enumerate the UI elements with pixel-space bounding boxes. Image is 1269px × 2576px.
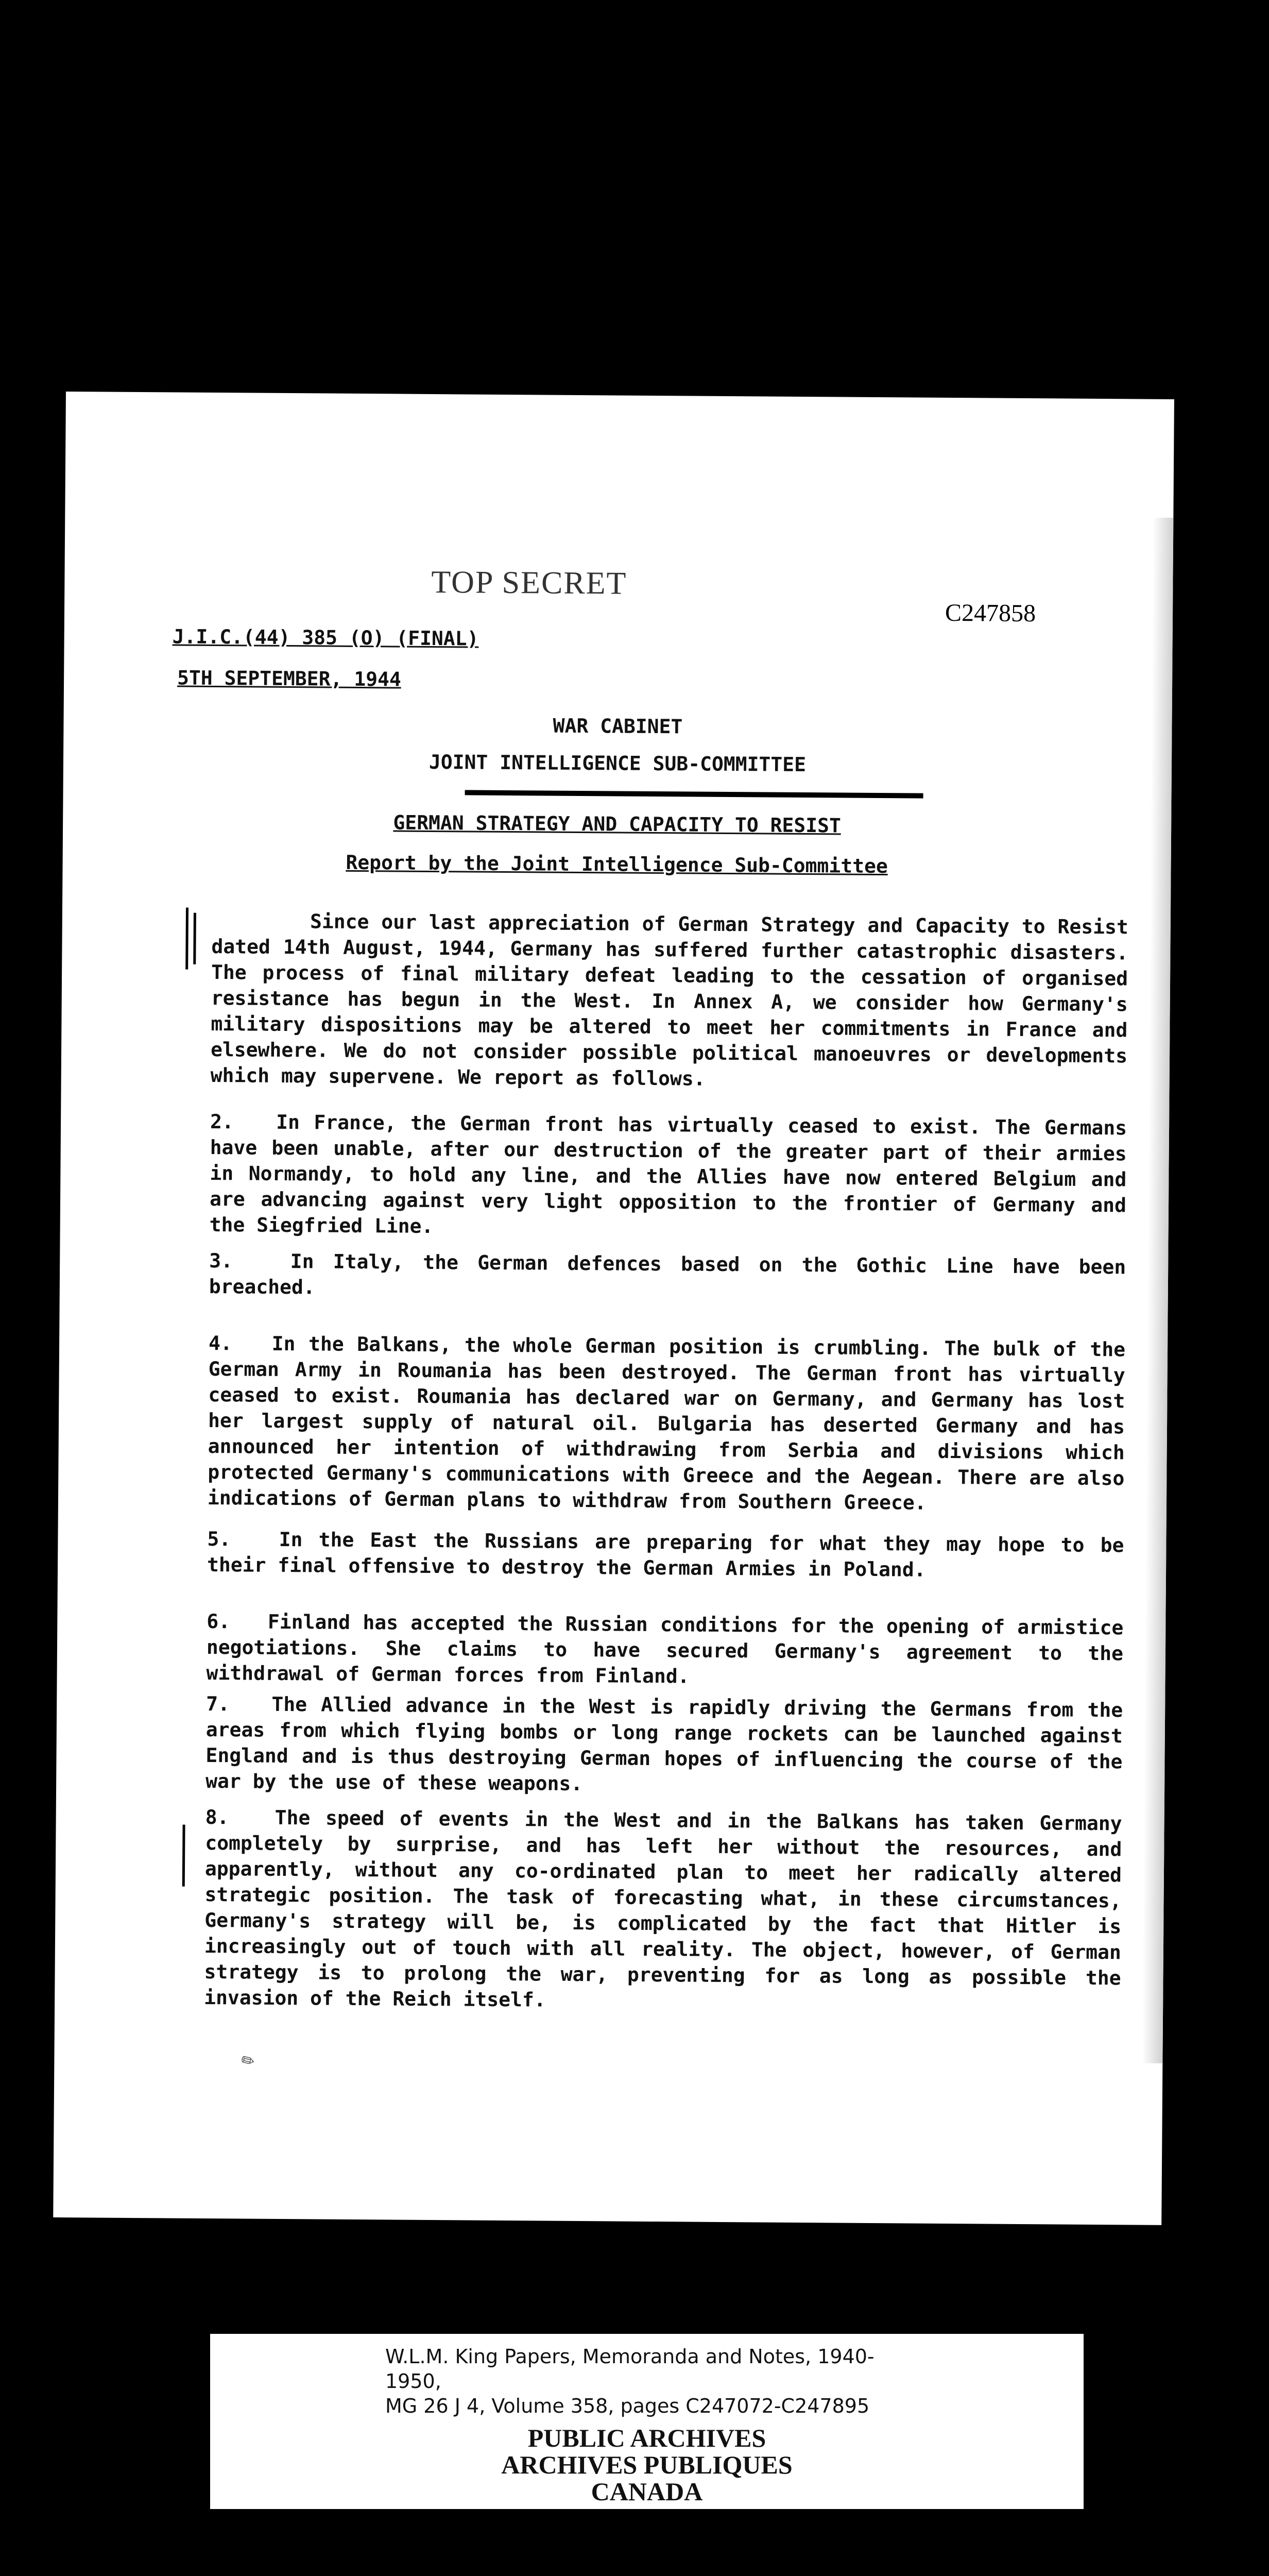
- archive-label: [210, 2334, 1084, 2509]
- top-secret-stamp: TOP SECRET: [431, 564, 627, 601]
- heading-war-cabinet: WAR CABINET: [553, 714, 683, 738]
- margin-mark: [185, 908, 188, 970]
- document-page: [53, 392, 1174, 2225]
- reference-number: J.I.C.(44) 385 (O) (FINAL): [172, 625, 479, 650]
- archive-reference: [385, 2344, 926, 2418]
- heading-rule: [465, 790, 923, 798]
- report-byline: Report by the Joint Intelligence Sub-Committee: [346, 851, 888, 878]
- subject-title: GERMAN STRATEGY AND CAPACITY TO RESIST: [393, 811, 841, 837]
- paragraph-3: 3. In Italy, the German defences based on the Gothic Line have been breached.: [209, 1249, 1138, 1299]
- archive-reference-line2: MG 26 J 4, Volume 358, pages C247072-C247895: [385, 2395, 870, 2417]
- margin-mark: [182, 1825, 185, 1887]
- paragraph-intro: Since our last appreciation of German Strategy and Capacity to Resist dated 14th August, 1944, Germany has suffered further catastrophic disasters. The process of final military defeat leading to the cessation of organised resistance has begun in the West. In Annex A, we consider how Germany's military dispositions may be altered to meet her commitments in France and elsewhere. We do not consider possible political manoeuvres or developments which may supervene. We report as follows.: [210, 909, 1140, 1090]
- handwritten-annotation: ✎: [235, 2050, 259, 2075]
- paragraph-6: 6. Finland has accepted the Russian conditions for the opening of armistice negotiations. She claims to have secured Germany's agreement to the withdrawal of German forces from Finland.: [206, 1609, 1136, 1688]
- archive-country: CANADA: [591, 2477, 703, 2506]
- paragraph-4: 4. In the Balkans, the whole German position is crumbling. The bulk of the German Army in Roumania has been destroyed. The German front has virtually ceased to exist. Roumania has declared war on Germany, and Germany has lost her largest supply of natural oil. Bulgaria has deserted Germany and has announced her intention of withdrawing from Serbia and divisions which protected Germany's communications with Greece and the Aegean. There are also indications of German plans to withdraw from Southern Greece.: [207, 1331, 1138, 1514]
- paragraph-7: 7. The Allied advance in the West is rapidly driving the Germans from the areas from which flying bombs or long range rockets can be launched against England and is thus destroying German hopes of influencing the course of the war by the use of these weapons.: [205, 1692, 1135, 1795]
- scan-shadow: [1142, 518, 1173, 2063]
- paragraph-8: 8. The speed of events in the West and in the Balkans has taken Germany completely by surprise, and has left her without the resources, and apparently, without any co-ordinated plan to meet her radically altered strategic position. The task of forecasting what, in these circumstances, Germany's strategy will be, is complicated by the fact that Hitler is increasingly out of touch with all reality. The object, however, of German strategy is to prolong the war, preventing for as long as possible the invasion of the Reich itself.: [204, 1805, 1134, 2011]
- archive-name-en: PUBLIC ARCHIVES: [527, 2424, 766, 2452]
- archive-name: [210, 2425, 1084, 2505]
- archive-name-fr: ARCHIVES PUBLIQUES: [501, 2450, 793, 2479]
- archive-reference-line1: W.L.M. King Papers, Memoranda and Notes, 1940-1950,: [385, 2345, 874, 2393]
- paragraph-5: 5. In the East the Russians are preparing for what they may hope to be their final offensive to destroy the German Armies in Poland.: [207, 1527, 1136, 1581]
- paragraph-2: 2. In France, the German front has virtually ceased to exist. The Germans have been unable, after our destruction of the greater part of their armies in Normandy, to hold any line, and the Allies have now entered Belgium and are advancing against very light opposition to the frontier of Germany and the Siegfried Line.: [209, 1110, 1139, 1238]
- document-number: C247858: [945, 599, 1036, 628]
- document-date: 5TH SEPTEMBER, 1944: [177, 666, 401, 691]
- heading-committee: JOINT INTELLIGENCE SUB-COMMITTEE: [428, 750, 807, 776]
- margin-mark: [193, 913, 196, 964]
